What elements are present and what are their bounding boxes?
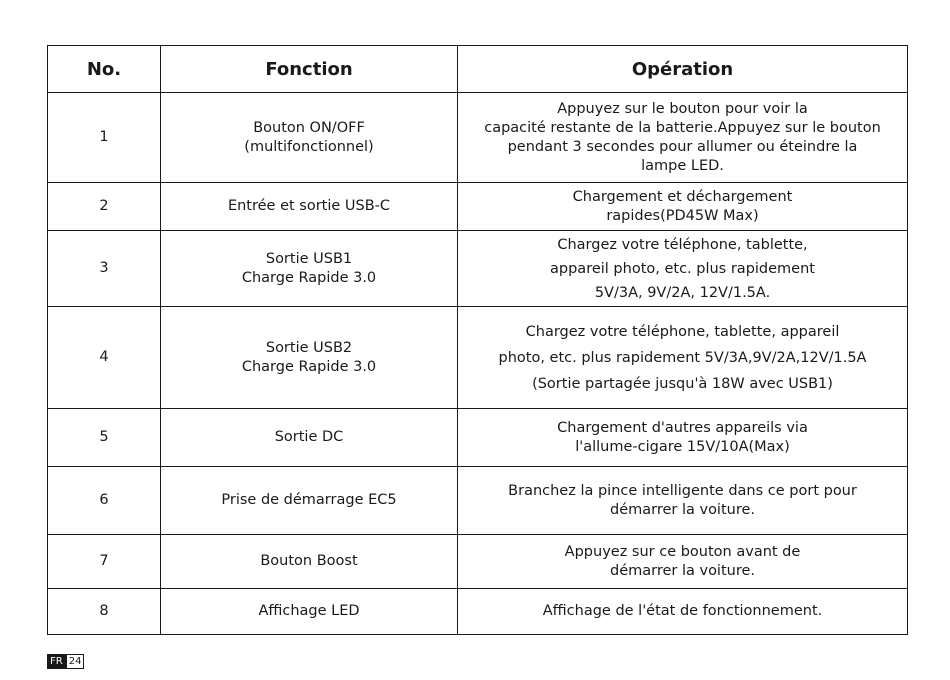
row-number: 8 [48,589,161,635]
fonction-line: Charge Rapide 3.0 [241,269,377,286]
row-operation [458,535,908,589]
row-fonction [161,183,458,231]
row-operation [458,231,908,307]
operation-line: 5V/3A, 9V/2A, 12V/1.5A. [594,284,771,301]
table-row [48,589,908,635]
table-row [48,183,908,231]
row-operation [458,183,908,231]
operation-line: (Sortie partagée jusqu'à 18W avec USB1) [532,375,833,392]
operation-line: l'allume-cigare 15V/10A(Max) [575,438,790,455]
operation-line: Chargez votre téléphone, tablette, [557,236,808,253]
table-row [48,307,908,409]
operation-line: Appuyez sur ce bouton avant de [564,543,801,560]
row-number: 2 [48,183,161,231]
row-number: 5 [48,409,161,467]
table-row [48,93,908,183]
function-table [47,45,908,635]
fonction-line: Entrée et sortie USB-C [227,198,391,214]
row-fonction [161,535,458,589]
row-operation [458,589,908,635]
table-header-row [48,46,908,93]
row-fonction [161,589,458,635]
operation-line: démarrer la voiture. [609,562,756,579]
row-fonction [161,307,458,409]
fonction-line: Bouton ON/OFF [253,119,365,136]
header-fonction: Fonction [161,46,458,93]
operation-line: capacité restante de la batterie.Appuyez sur le bouton [484,119,881,136]
fonction-line: Affichage LED [258,603,360,619]
fonction-line: Sortie USB1 [265,250,353,267]
operation-line: Branchez la pince intelligente dans ce port pour [508,482,857,499]
row-number: 6 [48,467,161,535]
row-fonction [161,93,458,183]
fonction-line: Bouton Boost [260,553,358,569]
page-number: 24 [66,654,85,669]
operation-line: Appuyez sur le bouton pour voir la [557,100,808,117]
row-fonction [161,409,458,467]
operation-line: Chargez votre téléphone, tablette, appareil [525,323,840,340]
operation-line: Chargement et déchargement [572,188,793,205]
table-row [48,467,908,535]
page-footer [47,654,84,669]
operation-line: Affichage de l'état de fonctionnement. [542,603,823,619]
row-operation [458,467,908,535]
row-operation [458,307,908,409]
operation-line: lampe LED. [641,157,724,174]
fonction-line: Sortie DC [274,429,344,445]
row-number: 4 [48,307,161,409]
row-number: 7 [48,535,161,589]
row-fonction [161,467,458,535]
fonction-line: Prise de démarrage EC5 [221,492,397,508]
row-number: 3 [48,231,161,307]
header-no: No. [48,46,161,93]
row-operation [458,409,908,467]
table-row [48,409,908,467]
header-operation: Opération [458,46,908,93]
fonction-line: Charge Rapide 3.0 [241,358,377,375]
fonction-line: Sortie USB2 [265,339,353,356]
operation-line: démarrer la voiture. [609,501,756,518]
operation-line: rapides(PD45W Max) [606,207,759,224]
table-row [48,535,908,589]
operation-line: appareil photo, etc. plus rapidement [550,260,815,277]
row-operation [458,93,908,183]
language-badge: FR [47,654,66,669]
fonction-line: (multifonctionnel) [244,138,374,155]
operation-line: pendant 3 secondes pour allumer ou éteindre la [507,138,858,155]
table-row [48,231,908,307]
row-fonction [161,231,458,307]
row-number: 1 [48,93,161,183]
operation-line: photo, etc. plus rapidement 5V/3A,9V/2A,12V/1.5A [498,349,867,366]
operation-line: Chargement d'autres appareils via [557,419,808,436]
